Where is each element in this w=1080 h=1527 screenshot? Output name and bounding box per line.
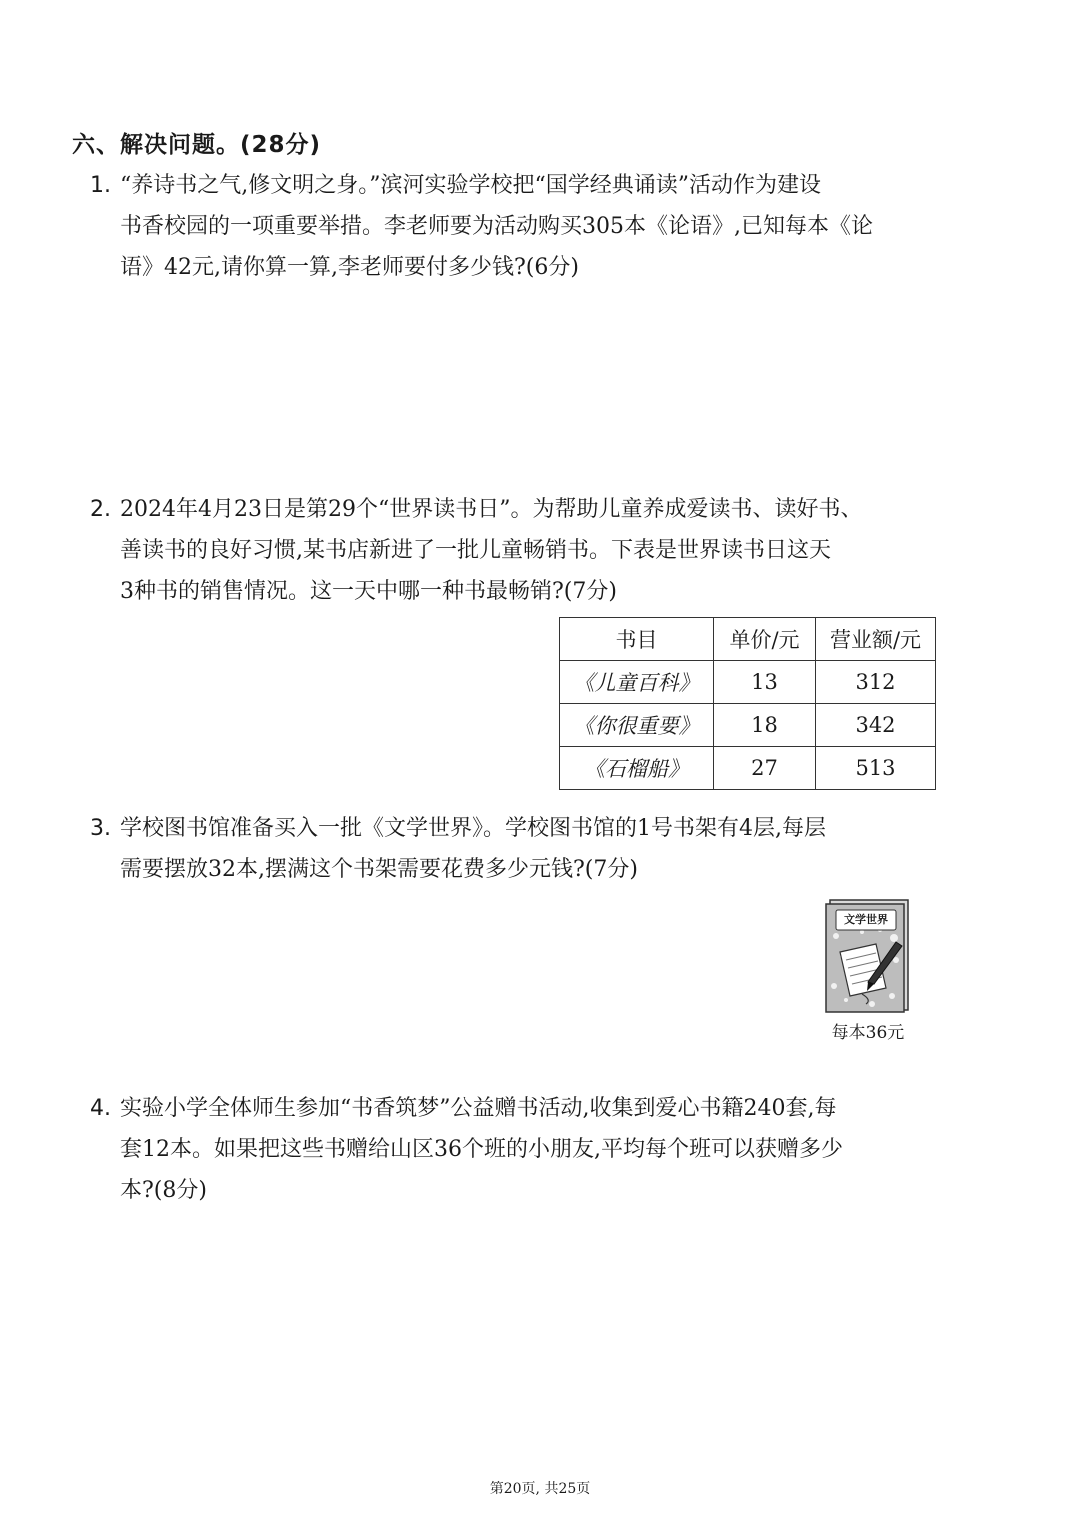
question-text-line: 本?(8分) <box>120 1178 207 1203</box>
table-cell: 13 <box>714 661 816 704</box>
question-text-line: 实验小学全体师生参加“书香筑梦”公益赠书活动,收集到爱心书籍240套,每 <box>120 1096 837 1121</box>
question-number: 4. <box>90 1096 111 1121</box>
question-number: 3. <box>90 816 111 841</box>
table-header: 营业额/元 <box>816 618 936 661</box>
table-header: 书目 <box>560 618 714 661</box>
section-title: 六、解决问题。(28分) <box>72 132 322 158</box>
table-row <box>560 661 936 704</box>
table-row <box>560 747 936 790</box>
question-text-line: 需要摆放32本,摆满这个书架需要花费多少元钱?(7分) <box>120 857 638 882</box>
question-text-line: 书香校园的一项重要举措。李老师要为活动购买305本《论语》,已知每本《论 <box>120 214 873 239</box>
table-cell: 18 <box>714 704 816 747</box>
question-number: 1. <box>90 173 111 198</box>
table-cell: 《你很重要》 <box>560 704 714 747</box>
sales-table <box>559 617 936 790</box>
table-cell: 《儿童百科》 <box>560 661 714 704</box>
book-title-label: 文学世界 <box>844 913 888 926</box>
question-text-line: 善读书的良好习惯,某书店新进了一批儿童畅销书。下表是世界读书日这天 <box>120 538 831 563</box>
question-1 <box>90 165 950 288</box>
table-cell: 342 <box>816 704 936 747</box>
question-text-line: 2024年4月23日是第29个“世界读书日”。为帮助儿童养成爱读书、读好书、 <box>120 497 863 522</box>
page-number: 第20页, 共25页 <box>489 1481 591 1497</box>
question-text-line: 学校图书馆准备买入一批《文学世界》。学校图书馆的1号书架有4层,每层 <box>120 816 826 841</box>
question-text-line: 3种书的销售情况。这一天中哪一种书最畅销?(7分) <box>120 579 617 604</box>
book-cover-notepad-pen-icon <box>822 896 914 1014</box>
question-text-line: “养诗书之气,修文明之身。”滨河实验学校把“国学经典诵读”活动作为建设 <box>120 173 821 198</box>
table-header-row <box>560 618 936 661</box>
question-4 <box>90 1088 950 1211</box>
question-text-line: 套12本。如果把这些书赠给山区36个班的小朋友,平均每个班可以获赠多少 <box>120 1137 843 1162</box>
book-price-caption: 每本36元 <box>831 1023 905 1043</box>
table-cell: 《石榴船》 <box>560 747 714 790</box>
table-cell: 27 <box>714 747 816 790</box>
question-number: 2. <box>90 497 111 522</box>
table-header: 单价/元 <box>714 618 816 661</box>
question-text-line: 语》42元,请你算一算,李老师要付多少钱?(6分) <box>120 255 579 280</box>
table-cell: 513 <box>816 747 936 790</box>
question-3 <box>90 808 950 890</box>
table-cell: 312 <box>816 661 936 704</box>
question-2 <box>90 489 950 612</box>
table-row <box>560 704 936 747</box>
